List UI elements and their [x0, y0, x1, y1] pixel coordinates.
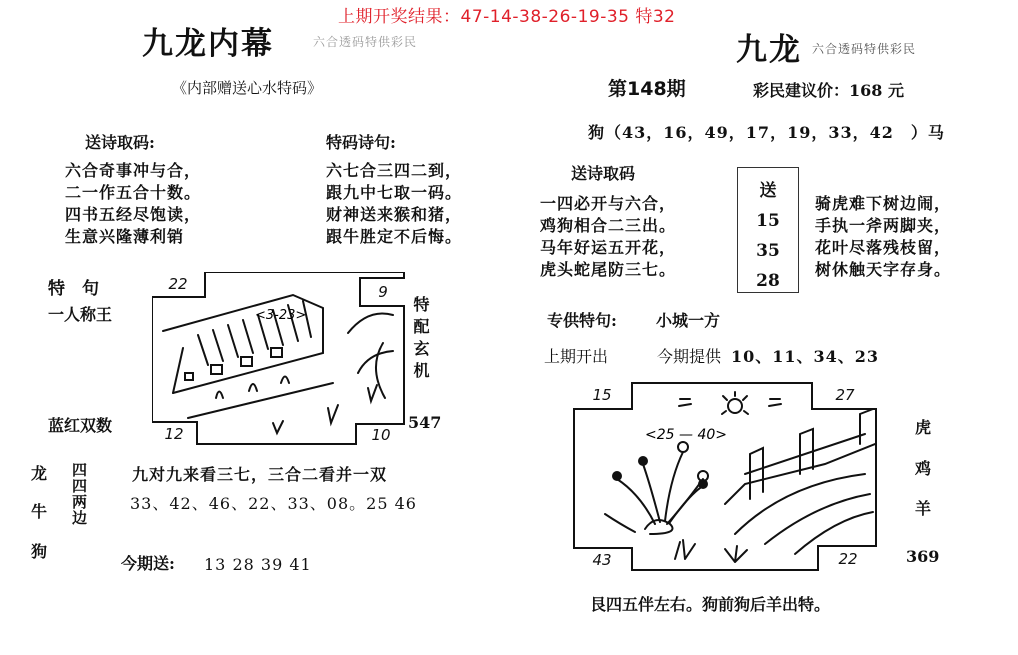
poem2-line: 财神送来猴和猪， [326, 205, 463, 224]
corner-number-bottom-left: 43 [573, 547, 633, 571]
corner-number-top-right: 9 [359, 277, 405, 307]
send-number: 28 [756, 271, 780, 291]
right-poem-left [540, 193, 676, 281]
this-issue-label: 今期送: [121, 554, 175, 573]
special-offer-label: 专供特句: [547, 311, 617, 330]
poem2-line: 跟九中七取一码。 [326, 183, 463, 202]
send-number: 35 [756, 241, 780, 261]
suggested-price: 彩民建议价：168 元 [753, 81, 904, 100]
right-poem-left-line: 鸡狗相合二三出。 [540, 216, 677, 235]
corner-number-bottom-right: 22 [817, 545, 877, 571]
right-range-label: <25 — 40> [645, 427, 727, 443]
riddle-line: 九对九来看三七，三合二看并一双 [132, 465, 388, 484]
right-poem-right-line: 骑虎难下树边闹， [815, 194, 952, 213]
corner-number-top-left: 22 [152, 272, 206, 298]
poem2-line: 跟牛胜定不后悔。 [326, 227, 463, 246]
poem1-lines [65, 160, 201, 248]
left-range-label: <3-23> [255, 308, 307, 323]
provide-numbers: 10、11、34、23 [731, 347, 880, 366]
blue-red-label: 蓝红双数 [48, 416, 113, 435]
left-subtitle: 《内部赠送心水特码》 [172, 79, 323, 97]
right-sketch-frame [573, 382, 877, 571]
special-phrase-label: 特 句 [48, 279, 99, 299]
corner-number-top-right: 27 [811, 382, 877, 410]
last-issue-label: 上期开出 [544, 347, 609, 366]
corner-number-top-left: 15 [573, 382, 633, 410]
zodiac-ox: 牛 [31, 502, 48, 521]
send-numbers-box [737, 167, 799, 293]
special-hint-vertical: 特配玄机 [411, 296, 430, 384]
right-poem-right [815, 193, 951, 281]
corner-number-bottom-left: 12 [152, 421, 198, 445]
issue-number: 第148期 [608, 78, 686, 100]
right-poem-left-line: 马年好运五开花， [540, 238, 677, 257]
flowers-wall-sketch-icon [575, 384, 875, 569]
right-poem-left-line: 虎头蛇尾防三七。 [540, 260, 677, 279]
zodiac-dragon: 龙 [31, 464, 48, 483]
left-title: 九龙内幕 [142, 26, 274, 62]
provide-label: 今期提供 [657, 347, 722, 366]
poem2-lines [326, 160, 462, 248]
special-phrase: 一人称王 [48, 305, 113, 324]
send-label: 送 [759, 181, 777, 201]
this-issue-numbers: 13 28 39 41 [204, 555, 312, 574]
poem1-line: 六合奇事冲与合， [65, 161, 202, 180]
right-right-number: 369 [906, 547, 940, 566]
right-poem-right-line: 手执一斧两脚夹， [815, 216, 952, 235]
left-sketch-frame [152, 272, 405, 445]
poem1-line: 二一作五合十数。 [65, 183, 202, 202]
right-title: 九龙 [736, 32, 802, 68]
four-sides-vertical: 四四两边 [70, 462, 88, 526]
corner-number-bottom-right: 10 [355, 423, 405, 445]
bottom-hint: 艮四五伴左右。狗前狗后羊出特。 [590, 595, 831, 614]
right-title-sub: 六合透码特供彩民 [812, 42, 917, 56]
zodiac-tiger: 虎 [915, 418, 932, 437]
special-offer-value: 小城一方 [656, 311, 721, 330]
left-title-sub: 六合透码特供彩民 [313, 35, 418, 49]
dog-horse-numbers: 狗（43，16，49，17，19，33，42 ）马 [588, 123, 945, 142]
poem1-line: 四书五经尽饱读， [65, 205, 202, 224]
right-poem-right-line: 花叶尽落残枝留， [815, 238, 952, 257]
poem2-heading: 特码诗句: [326, 133, 396, 152]
poem2-line: 六七合三四二到， [326, 161, 463, 180]
send-number: 15 [756, 211, 780, 231]
right-poem-left-line: 一四必开与六合， [540, 194, 677, 213]
zodiac-rooster: 鸡 [915, 459, 932, 478]
zodiac-goat: 羊 [915, 499, 932, 518]
left-right-number: 547 [408, 413, 442, 432]
last-draw-result-banner: 上期开奖结果：47-14-38-26-19-35 特32 [338, 7, 676, 27]
right-poem-right-line: 树休触天字存身。 [815, 260, 952, 279]
right-poem-heading: 送诗取码 [571, 164, 636, 183]
poem1-line: 生意兴隆薄利销 [65, 227, 185, 246]
zodiac-dog: 狗 [31, 542, 48, 561]
poem1-heading: 送诗取码: [85, 133, 155, 152]
numbers-line: 33、42、46、22、33、08。25 46 [130, 494, 417, 513]
